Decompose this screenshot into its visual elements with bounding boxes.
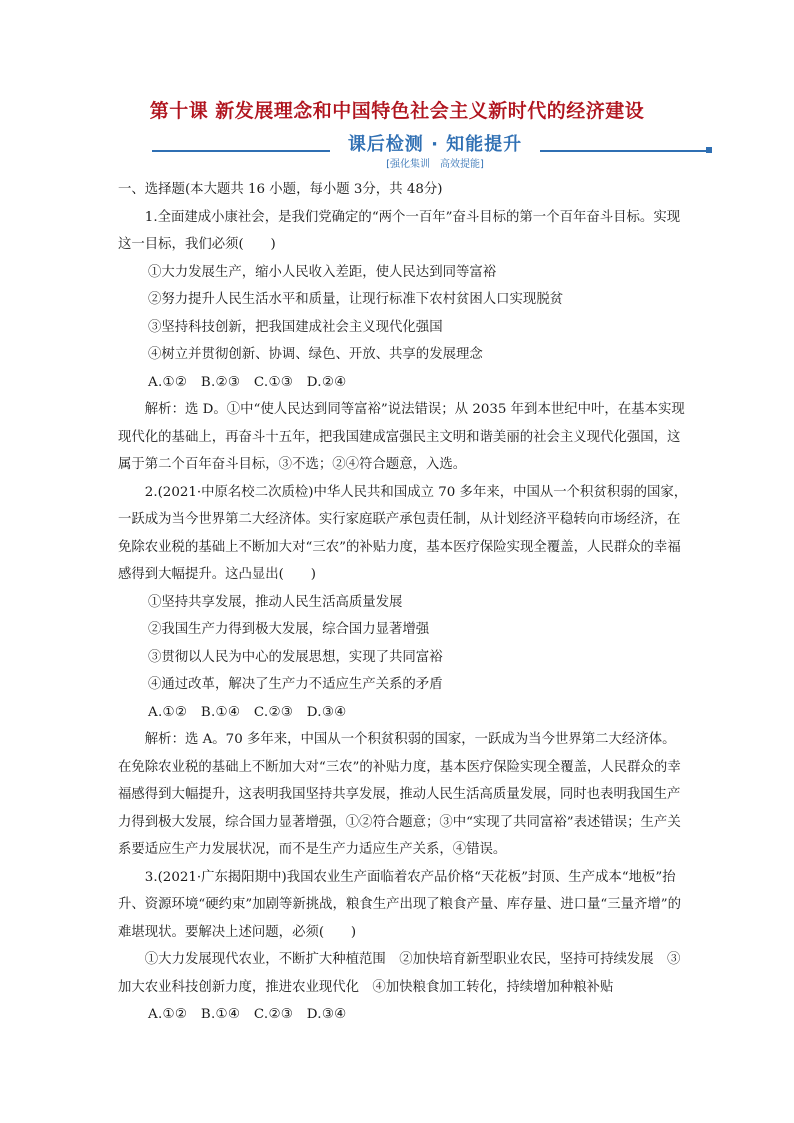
question-1-stem: 1.全面建成小康社会，是我们党确定的“两个一百年”奋斗目标的第一个百年奋斗目标。实现这一目标，我们必须( ) bbox=[118, 209, 681, 252]
question-1-option: ④树立并贯彻创新、协调、绿色、开放、共享的发展理念 bbox=[148, 347, 483, 362]
question-3-options: ①大力发展现代农业，不断扩大种植范围 ②加快培育新型职业农民，坚持可持续发展 ③加大农业科技创新力度，推进农业现代化 ④加快粮食加工转化，持续增加种粮补贴 bbox=[118, 952, 681, 995]
question-2-analysis: 解析：选 A。70 多年来，中国从一个积贫积弱的国家，一跃成为当今世界第二大经济体。在免除农业税的基础上不断加大对“三农”的补贴力度，基本医疗保险实现全覆盖，人民群众的幸福感得到大幅提升，这表明我国坚持共享发展，推动人民生活高质量发展，同时也表明我国生产力得到极大发展，综合国力显著增强，①②符合题意；③中“实现了共同富裕”表述错误；生产关系要适应生产力发展状况，而不是生产力适应生产关系，④错误。 bbox=[118, 732, 681, 857]
question-1-choices: A.①② B.②③ C.①③ D.②④ bbox=[148, 374, 347, 390]
question-3-choices: A.①② B.①④ C.②③ D.③④ bbox=[148, 1007, 347, 1022]
section-banner-subtitle: [强化集训 高效提能] bbox=[386, 159, 484, 170]
question-3-stem: 3.(2021·广东揭阳期中)我国农业生产面临着农产品价格“天花板”封顶、生产成本“地板”抬升、资源环境“硬约束”加剧等新挑战，粮食生产出现了粮食产量、库存量、进口量“三量齐增”的难堪现状。要解决上述问题，必须( ) bbox=[118, 869, 682, 940]
question-2-option: ③贯彻以人民为中心的发展思想，实现了共同富裕 bbox=[148, 649, 443, 665]
banner-divider-end bbox=[706, 147, 712, 153]
question-2-option: ②我国生产力得到极大发展，综合国力显著增强 bbox=[148, 622, 430, 637]
question-2-option: ④通过改革，解决了生产力不适应生产关系的矛盾 bbox=[148, 677, 443, 692]
question-1-option: ①大力发展生产，缩小人民收入差距，使人民达到同等富裕 bbox=[148, 264, 497, 280]
question-1-analysis: 解析：选 D。①中“使人民达到同等富裕”说法错误；从 2035 年到本世纪中叶，在基本实现现代化的基础上，再奋斗十五年，把我国建成富强民主文明和谐美丽的社会主义现代化强国，这属于第二个百年奋斗目标，③不选；②④符合题意，入选。 bbox=[118, 402, 685, 472]
question-2-option: ①坚持共享发展，推动人民生活高质量发展 bbox=[148, 594, 403, 610]
section-banner: 课后检测 · 知能提升 bbox=[330, 130, 540, 156]
question-2-choices: A.①② B.①④ C.②③ D.③④ bbox=[148, 704, 347, 720]
question-1-option: ②努力提升人民生活水平和质量，让现行标准下农村贫困人口实现脱贫 bbox=[148, 292, 564, 307]
question-1-option: ③坚持科技创新，把我国建成社会主义现代化强国 bbox=[148, 319, 443, 335]
document-body bbox=[118, 176, 688, 1029]
section-heading: 一、选择题(本大题共 16 小题，每小题 3分，共 48分) bbox=[118, 182, 443, 197]
page-title: 第十课 新发展理念和中国特色社会主义新时代的经济建设 bbox=[149, 100, 645, 122]
question-2-stem: 2.(2021·中原名校二次质检)中华人民共和国成立 70 多年来，中国从一个积贫积弱的国家，一跃成为当今世界第二大经济体。实行家庭联产承包责任制，从计划经济平稳转向市场经济，在免除农业税的基础上不断加大对“三农”的补贴力度，基本医疗保险实现全覆盖，人民群众的幸福感得到大幅提升。这凸显出( ) bbox=[118, 484, 688, 582]
